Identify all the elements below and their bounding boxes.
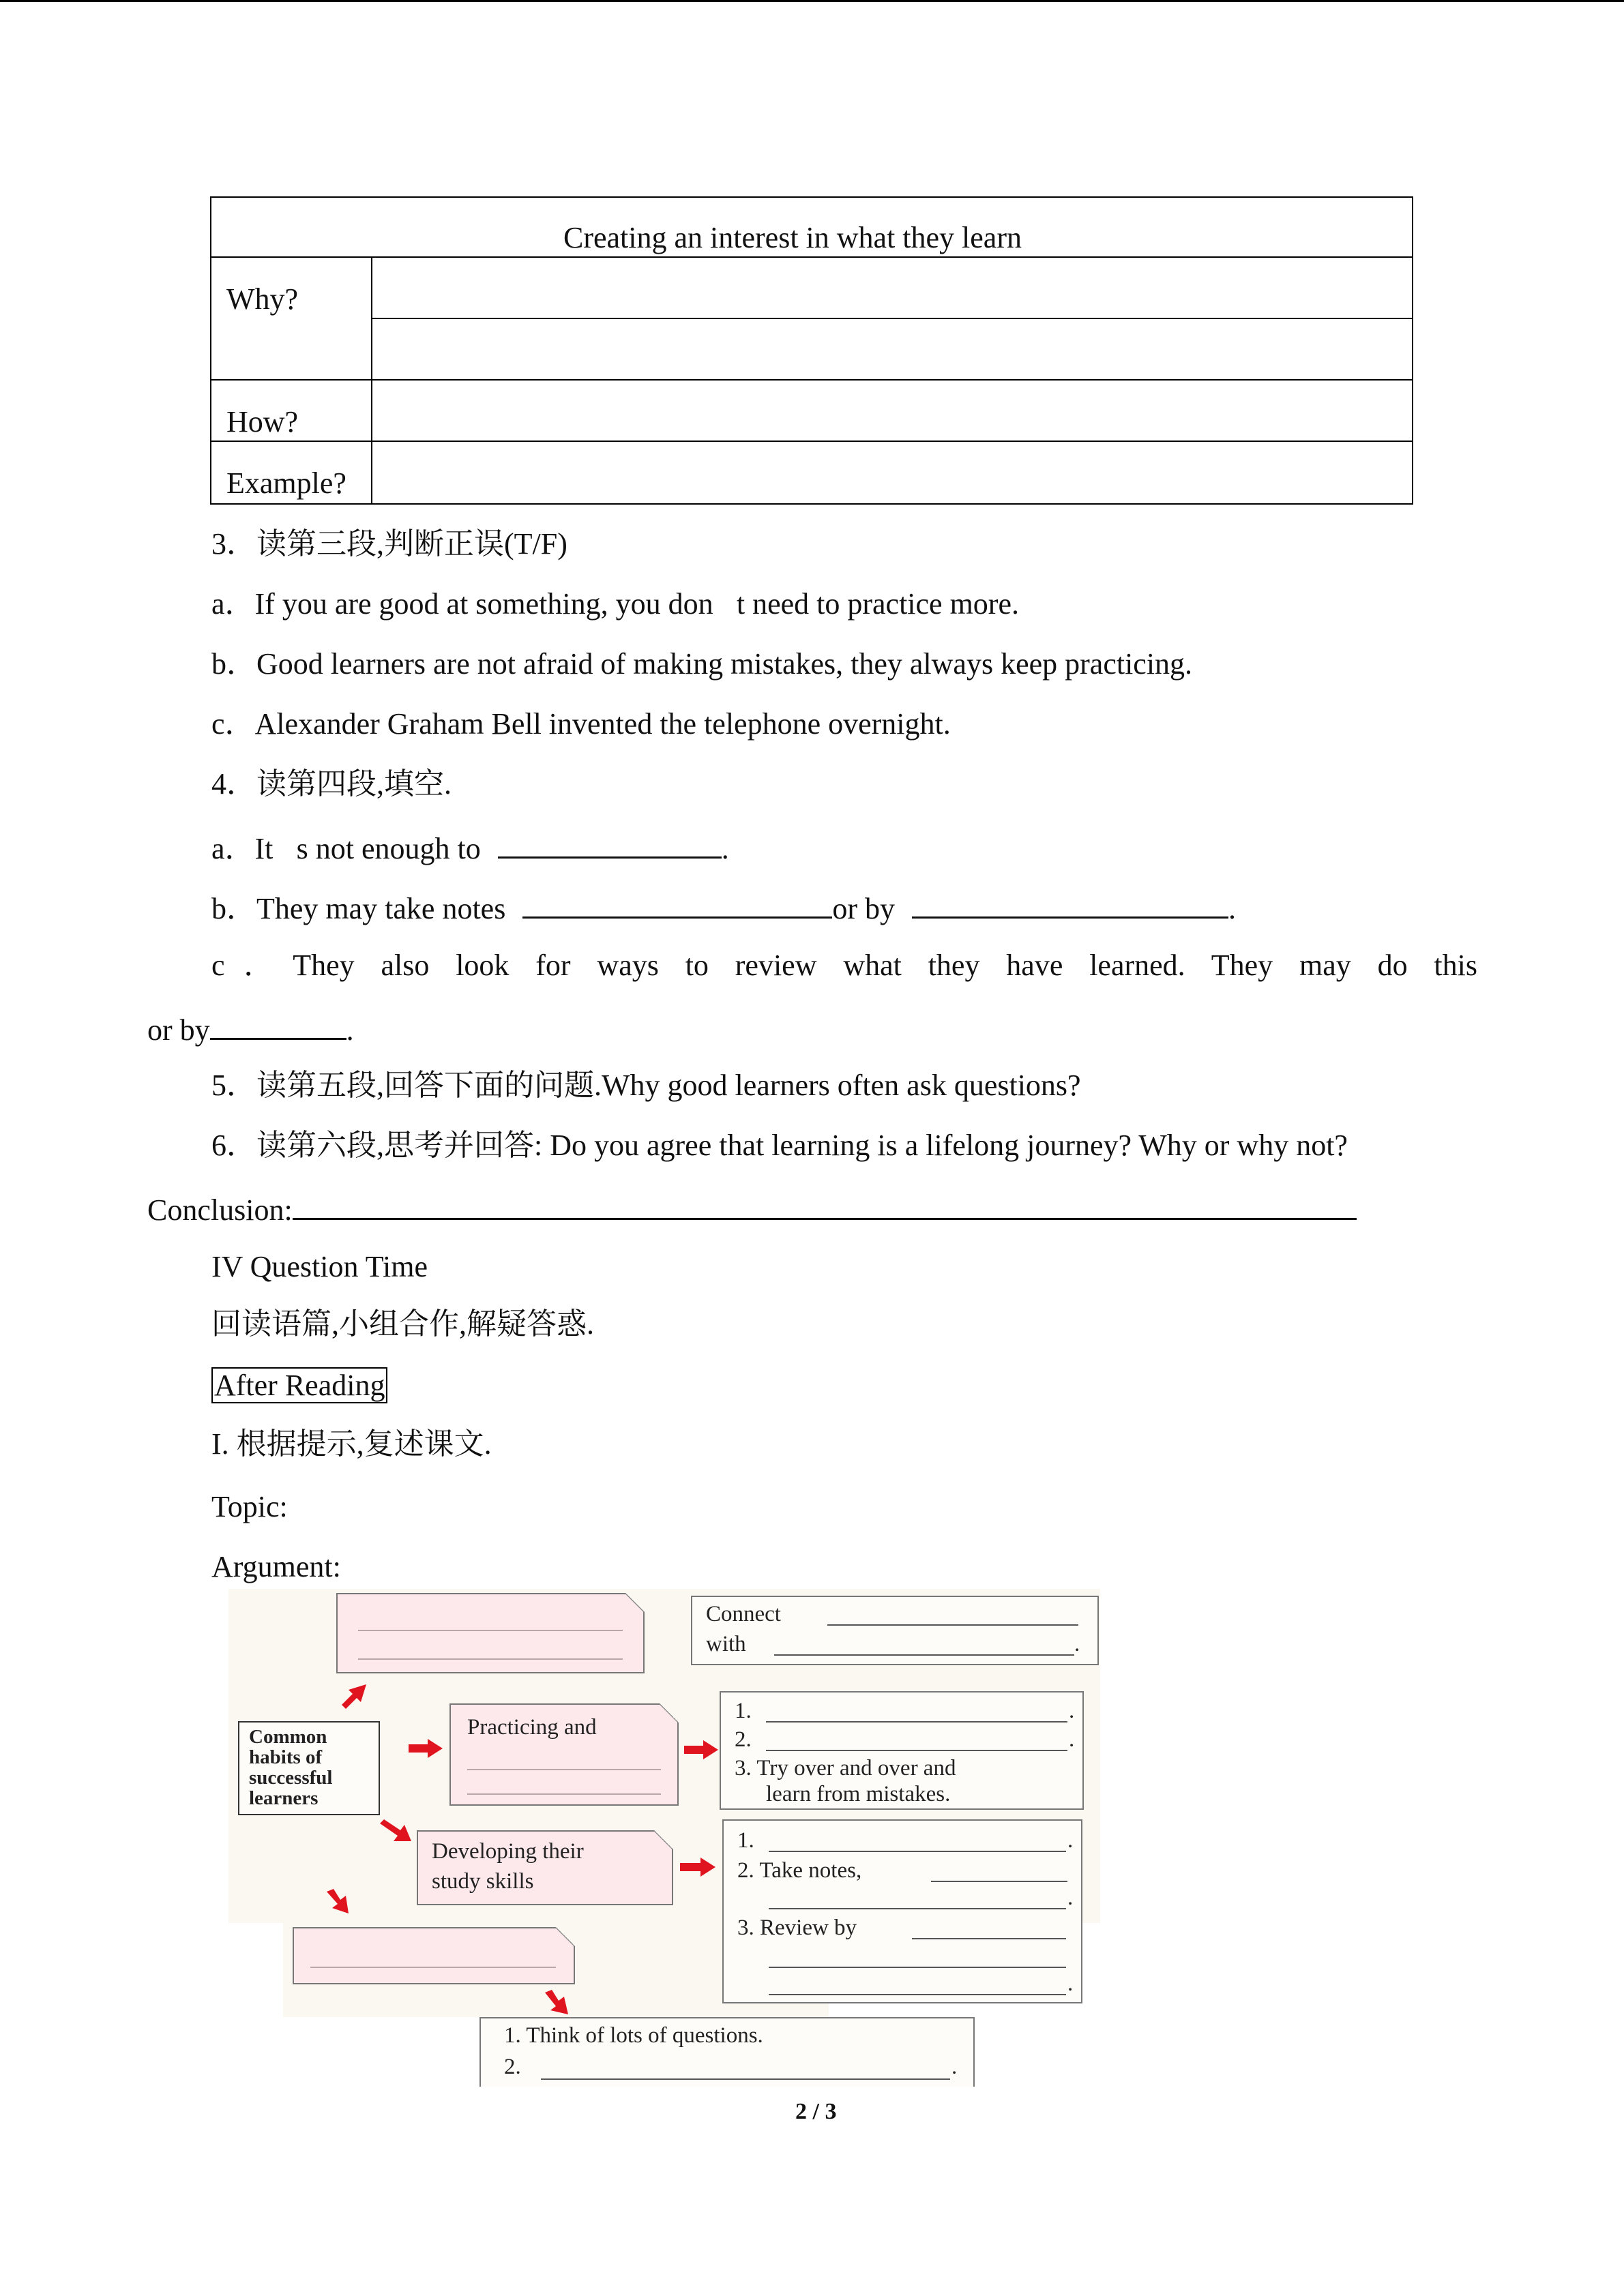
developing-label-2: study skills	[432, 1869, 534, 1894]
after-reading-label: After Reading	[211, 1367, 387, 1403]
q5-text: 5．读第五段,回答下面的问题.Why good learners often ask questions?	[211, 1069, 1081, 1102]
argument-label: Argument:	[211, 1550, 341, 1583]
answer-line	[774, 1654, 1074, 1656]
connect-box	[691, 1596, 1099, 1665]
answer-line	[769, 1967, 1066, 1968]
center-line-2: habits of	[249, 1746, 323, 1768]
argument-diagram	[228, 1589, 1102, 2087]
red-arrow-icon	[324, 1886, 354, 1915]
q3-item-a: a．If you are good at something, you don t need to practice more.	[211, 587, 1019, 621]
answer-line	[769, 1851, 1066, 1852]
questions-list-1: 1. Think of lots of questions.	[504, 2023, 763, 2048]
table-row-divider	[372, 318, 1412, 319]
with-label: with	[706, 1632, 746, 1656]
q4-c-suffix: .	[346, 1013, 354, 1047]
practicing-list-2: 2.	[735, 1727, 752, 1752]
connect-label: Connect	[706, 1602, 781, 1626]
habit-box-1	[336, 1593, 645, 1673]
period: .	[1069, 1727, 1075, 1752]
answer-line	[358, 1658, 623, 1660]
center-line-3: successful	[249, 1767, 333, 1789]
q4-c-prefix: or by	[147, 1013, 210, 1047]
center-line-1: Common	[249, 1726, 327, 1748]
answer-line	[769, 1994, 1066, 1995]
table-row-divider	[211, 379, 1412, 381]
answer-line	[467, 1769, 661, 1770]
period: .	[951, 2055, 958, 2079]
red-arrow-icon	[683, 1739, 720, 1761]
conclusion-line	[147, 1188, 1357, 1229]
habit-box-4	[293, 1927, 575, 1984]
developing-label-1: Developing their	[432, 1839, 584, 1864]
practicing-list-3: 3. Try over and over and	[735, 1756, 956, 1780]
answer-line	[541, 2078, 950, 2080]
q4-b-prefix: b．They may take notes	[211, 892, 506, 925]
q4-b-mid: or by	[832, 892, 895, 925]
conclusion-label: Conclusion:	[147, 1193, 293, 1227]
q3-item-c: c．Alexander Graham Bell invented the telephone overnight.	[211, 707, 951, 741]
q4-b-blank-1[interactable]	[522, 886, 832, 919]
section-iv-title: IV Question Time	[211, 1250, 428, 1283]
answer-line	[769, 1908, 1066, 1909]
q4-b-suffix: .	[1228, 892, 1236, 925]
answer-line	[766, 1750, 1067, 1751]
q4-a-suffix: .	[721, 832, 729, 865]
q4-item-b	[211, 886, 1236, 928]
table-header: Creating an interest in what they learn	[563, 221, 1022, 254]
after-reading-heading	[211, 1367, 387, 1405]
practicing-list-3b: learn from mistakes.	[766, 1782, 951, 1806]
section-iv-instruction: 回读语篇,小组合作,解疑答惑.	[211, 1307, 594, 1341]
topic-label: Topic:	[211, 1490, 288, 1523]
developing-list-2: 2. Take notes,	[737, 1858, 862, 1883]
table-row-divider	[211, 441, 1412, 442]
q4-item-c-line1: c．They also look for ways to review what they have learned. They may do this	[211, 949, 1477, 982]
q4-a-prefix: a．It s not enough to	[211, 832, 481, 865]
red-arrow-icon	[338, 1682, 370, 1709]
answer-line	[827, 1624, 1078, 1626]
period: .	[1074, 1632, 1080, 1656]
center-topic-box	[238, 1721, 380, 1815]
table-header-divider	[211, 256, 1412, 258]
developing-list-3: 3. Review by	[737, 1915, 857, 1940]
developing-list-1: 1.	[737, 1828, 754, 1853]
after-reading-item1: I. 根据提示,复述课文.	[211, 1427, 492, 1461]
interest-table	[210, 196, 1413, 505]
table-column-divider	[371, 258, 372, 505]
table-row-label-how: How?	[226, 405, 299, 438]
answer-line	[766, 1721, 1067, 1723]
page-top-rule	[0, 0, 1624, 2]
questions-list-2: 2.	[504, 2055, 521, 2079]
period: .	[1067, 1971, 1074, 1996]
answer-line	[467, 1793, 661, 1795]
q4-b-blank-2[interactable]	[912, 886, 1228, 919]
q3-item-b: b．Good learners are not afraid of making mistakes, they always keep practicing.	[211, 647, 1193, 681]
questions-list-box	[479, 2017, 975, 2087]
red-arrow-icon	[379, 1818, 414, 1844]
red-arrow-icon	[679, 1856, 717, 1878]
q4-title: 4．读第四段,填空.	[211, 767, 452, 801]
developing-box	[417, 1830, 673, 1905]
answer-line	[912, 1938, 1066, 1939]
developing-list-box	[722, 1819, 1082, 2003]
practicing-box	[449, 1703, 679, 1806]
practicing-list-1: 1.	[735, 1699, 752, 1723]
period: .	[1067, 1828, 1074, 1853]
q4-a-blank[interactable]	[498, 826, 722, 859]
answer-line	[310, 1967, 556, 1968]
period: .	[1067, 1885, 1074, 1910]
answer-line	[931, 1881, 1067, 1882]
period: .	[1069, 1699, 1075, 1723]
table-row-label-why: Why?	[226, 282, 299, 316]
conclusion-blank[interactable]	[293, 1188, 1357, 1220]
table-row-label-example: Example?	[226, 466, 346, 500]
practicing-label: Practicing and	[467, 1715, 597, 1740]
answer-line	[358, 1630, 623, 1631]
practicing-list-box	[720, 1691, 1084, 1810]
q6-text: 6．读第六段,思考并回答: Do you agree that learning is a lifelong journey? Why or why not?	[211, 1129, 1348, 1162]
center-line-4: learners	[249, 1787, 319, 1809]
q4-item-c-line2	[147, 1008, 354, 1049]
red-arrow-icon	[407, 1738, 444, 1759]
q4-c-blank[interactable]	[210, 1008, 346, 1040]
red-arrow-icon	[542, 1987, 574, 2016]
q3-title: 3．读第三段,判断正误(T/F)	[211, 527, 567, 561]
page-number: 2 / 3	[795, 2099, 837, 2124]
q4-item-a	[211, 826, 729, 868]
